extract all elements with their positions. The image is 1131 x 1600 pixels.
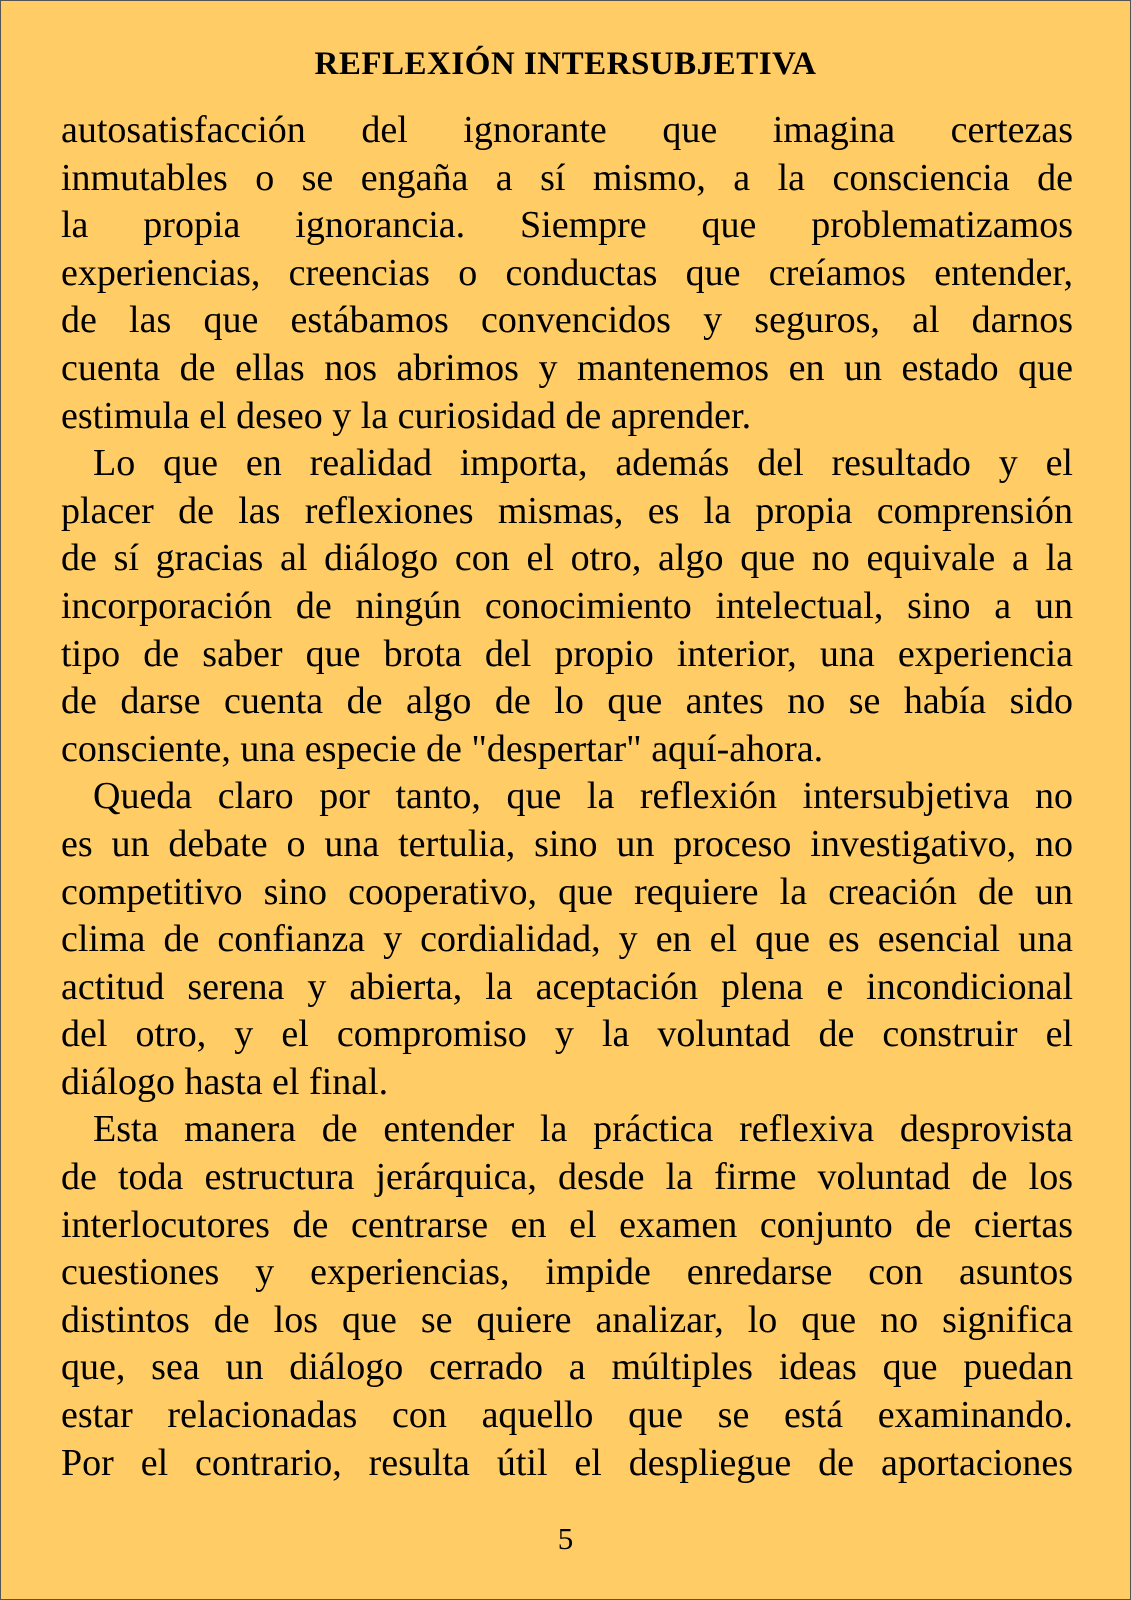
text-line: es un debate o una tertulia, sino un proceso investigativo, no (61, 822, 1073, 865)
text-line: que, sea un diálogo cerrado a múltiples ideas que puedan (61, 1346, 1073, 1389)
text-line: Queda claro por tanto, que la reflexión intersubjetiva no (93, 775, 1073, 818)
text-line: clima de confianza y cordialidad, y en el que es esencial una (61, 918, 1073, 961)
text-line: estimula el deseo y la curiosidad de aprender. (61, 394, 752, 437)
text-line: cuestiones y experiencias, impide enredarse con asuntos (61, 1251, 1073, 1294)
text-line: consciente, una especie de "despertar" aquí-ahora. (61, 727, 824, 770)
text-line: Esta manera de entender la práctica reflexiva desprovista (93, 1108, 1073, 1151)
text-line: Por el contrario, resulta útil el despliegue de aportaciones (61, 1441, 1073, 1484)
text-line: la propia ignorancia. Siempre que problematizamos (61, 204, 1073, 247)
paragraph-1 (61, 107, 1073, 440)
text-line: del otro, y el compromiso y la voluntad de construir el (61, 1013, 1073, 1056)
text-line: inmutables o se engaña a sí mismo, a la consciencia de (61, 156, 1073, 199)
text-line: diálogo hasta el final. (61, 1060, 389, 1103)
text-line: actitud serena y abierta, la aceptación plena e incondicional (61, 965, 1073, 1008)
page-number: 5 (557, 1521, 574, 1556)
text-line: de darse cuenta de algo de lo que antes no se había sido (61, 680, 1073, 723)
text-line: placer de las reflexiones mismas, es la propia comprensión (61, 489, 1073, 532)
paragraph-3 (61, 773, 1073, 1106)
text-line: autosatisfacción del ignorante que imagina certezas (61, 109, 1073, 151)
text-line: de toda estructura jerárquica, desde la firme voluntad de los (61, 1156, 1073, 1199)
text-line: interlocutores de centrarse en el examen conjunto de ciertas (61, 1203, 1073, 1246)
paragraph-2 (61, 440, 1073, 773)
text-line: competitivo sino cooperativo, que requiere la creación de un (61, 870, 1073, 913)
text-line: de sí gracias al diálogo con el otro, algo que no equivale a la (61, 537, 1073, 580)
text-line: cuenta de ellas nos abrimos y mantenemos en un estado que (61, 346, 1073, 389)
body-text (61, 107, 1073, 1487)
text-line: estar relacionadas con aquello que se está examinando. (61, 1394, 1073, 1437)
text-line: de las que estábamos convencidos y seguros, al darnos (61, 299, 1073, 342)
text-line: tipo de saber que brota del propio interior, una experiencia (61, 632, 1073, 675)
paragraph-4 (61, 1106, 1073, 1487)
text-line: incorporación de ningún conocimiento intelectual, sino a un (61, 584, 1073, 627)
text-line: experiencias, creencias o conductas que creíamos entender, (61, 251, 1073, 294)
text-line: distintos de los que se quiere analizar, lo que no significa (61, 1298, 1073, 1341)
page-title: REFLEXIÓN INTERSUBJETIVA (314, 46, 817, 82)
text-line: Lo que en realidad importa, además del resultado y el (93, 442, 1073, 485)
